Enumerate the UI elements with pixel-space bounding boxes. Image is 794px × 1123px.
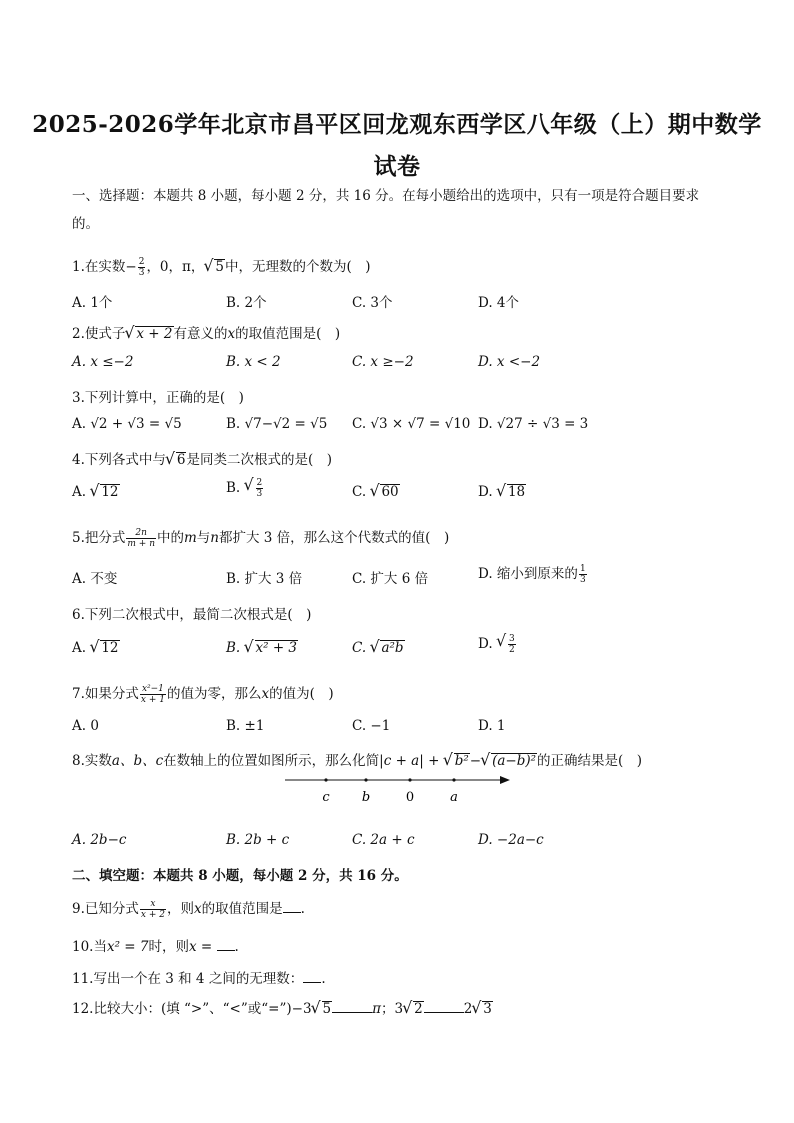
q2-option-c[interactable]: C. x ≥−2 xyxy=(352,354,414,370)
q6-option-a[interactable]: A. √ 12 xyxy=(72,640,120,656)
q1-frac-num: 2 xyxy=(138,257,145,267)
point-c xyxy=(324,778,327,781)
q1-frac-den: 3 xyxy=(138,268,145,278)
label-b: b xyxy=(361,790,371,805)
q5-option-a[interactable]: A. 不变 xyxy=(72,571,118,587)
q7-prefix: 7.如果分式 xyxy=(72,686,139,702)
q10-expr: x² = 7 xyxy=(106,939,149,955)
q8-option-a[interactable]: A. 2b−c xyxy=(72,832,127,848)
q8-radical-2: √ (a−b)² xyxy=(481,753,537,769)
q10-prefix: 10.当 xyxy=(72,939,107,955)
q8-mid: 在数轴上的位置如图所示，那么化简| xyxy=(163,753,384,769)
q4-suffix: 是同类二次根式的是( ) xyxy=(186,452,333,468)
page-title-line1: 2025-2026学年北京市昌平区回龙观东西学区八年级（上）期中数学 xyxy=(32,111,762,138)
question-3: 3.下列计算中，正确的是( ) xyxy=(72,390,244,406)
q12-prefix: 12.比较大小：(填 “>”、“<”或“=”) xyxy=(72,1001,292,1017)
question-6: 6.下列二次根式中，最简二次根式是( ) xyxy=(72,607,312,623)
point-zero xyxy=(408,778,411,781)
label-c: c xyxy=(322,790,330,805)
q12-radical-b: √ 2 xyxy=(403,1001,424,1017)
q2-suffix2: 的取值范围是( ) xyxy=(235,326,341,342)
q1-minus: − xyxy=(125,259,137,275)
q12-sep: ；3 xyxy=(381,1001,404,1017)
q7-option-c[interactable]: C. −1 xyxy=(352,718,391,734)
q8-minus: − xyxy=(469,753,482,769)
q12-pi: π xyxy=(372,1001,382,1017)
q5-mid: 与 xyxy=(196,530,211,546)
q6-option-c[interactable]: C. √ a²b xyxy=(352,640,405,656)
q5-suffix: 中的 xyxy=(156,530,184,546)
q12-radical-c: √ 3 xyxy=(472,1001,493,1017)
q7-suffix: 的值为零，那么 xyxy=(166,686,262,702)
q12-answer-blank-2[interactable] xyxy=(424,1000,464,1013)
question-2 xyxy=(72,322,340,342)
q5-n: n xyxy=(210,530,219,546)
q9-fraction: $\frac{x}{x + 2}$ xyxy=(140,899,165,920)
q8-radical-1: √ b² xyxy=(444,753,470,769)
q9-suffix: ，则 xyxy=(166,901,194,917)
question-4 xyxy=(72,448,332,468)
question-11: 11.写出一个在 3 和 4 之间的无理数： . xyxy=(72,971,326,987)
q12-a: −3 xyxy=(291,1001,312,1017)
q8-mid2: | + xyxy=(419,753,440,769)
point-b xyxy=(364,778,367,781)
q3-option-b[interactable]: B. √7−√2 = √5 xyxy=(226,416,328,432)
q8-option-d[interactable]: D. −2a−c xyxy=(478,832,544,848)
question-12 xyxy=(72,997,493,1017)
q4-option-c[interactable]: C. √ 60 xyxy=(352,484,400,500)
q5-option-c[interactable]: C. 扩大 6 倍 xyxy=(352,571,429,587)
section1-line2: 的。 xyxy=(72,216,99,232)
q10-expr2: x = xyxy=(189,939,213,955)
q2-var: x xyxy=(227,326,236,342)
section1-line1: 一、选择题：本题共 8 小题，每小题 2 分，共 16 分。在每小题给出的选项中，只有一项是符合题目要求 xyxy=(72,188,700,204)
q3-option-c[interactable]: C. √3 × √7 = √10 xyxy=(352,416,471,432)
page-title-line2: 试卷 xyxy=(373,153,421,180)
point-a xyxy=(452,778,455,781)
q8-prefix: 8.实数 xyxy=(72,753,112,769)
q2-prefix: 2.使式子 xyxy=(72,326,126,342)
q10-answer-blank[interactable] xyxy=(217,938,235,951)
q9-var: x xyxy=(193,901,202,917)
q5-option-b[interactable]: B. 扩大 3 倍 xyxy=(226,571,303,587)
question-10: 10.当x² = 7时，则x = . xyxy=(72,939,239,955)
q5-option-d[interactable]: D. 缩小到原来的 $\frac{1}{3}$ xyxy=(478,564,586,585)
q12-radical-a: √ 5 xyxy=(312,1001,333,1017)
label-a: a xyxy=(450,790,458,805)
q9-answer-blank[interactable] xyxy=(283,900,301,913)
q9-prefix: 9.已知分式 xyxy=(72,901,139,917)
section1-heading xyxy=(72,182,722,238)
q7-option-a[interactable]: A. 0 xyxy=(72,718,99,734)
q11-text: 11.写出一个在 3 和 4 之间的无理数： xyxy=(72,971,304,987)
q4-prefix: 4.下列各式中与 xyxy=(72,452,166,468)
q2-suffix: 有意义的 xyxy=(173,326,228,342)
q4-option-a[interactable]: A. √ 12 xyxy=(72,484,120,500)
q1-fraction xyxy=(138,257,146,278)
q5-fraction: $\frac{2n}{m + n}$ xyxy=(127,528,155,549)
q7-option-b[interactable]: B. ±1 xyxy=(226,718,265,734)
q1-option-a[interactable]: A. 1个 xyxy=(72,295,113,311)
question-1 xyxy=(72,255,371,278)
q8-option-c[interactable]: C. 2a + c xyxy=(352,832,415,848)
question-8 xyxy=(72,749,642,769)
question-7 xyxy=(72,682,334,705)
section2-heading: 二、填空题：本题共 8 小题，每小题 2 分，共 16 分。 xyxy=(72,868,408,884)
q7-fraction: $\frac{\text{x²−1}}{x + 1}$ xyxy=(140,684,165,705)
q12-two: 2 xyxy=(463,1001,473,1017)
q4-option-b[interactable]: B. √ $\frac{2}{3}$ xyxy=(226,478,264,499)
q4-option-d[interactable]: D. √ 18 xyxy=(478,484,526,500)
number-line-arrow xyxy=(500,776,510,784)
q4-radical: √ 6 xyxy=(166,452,187,468)
q1-suffix: 中，无理数的个数为( ) xyxy=(225,259,371,275)
q2-option-a[interactable]: A. x ≤−2 xyxy=(72,354,134,370)
q12-answer-blank-1[interactable] xyxy=(332,1000,372,1013)
question-9: 9.已知分式 $\frac{x}{x + 2}$ ，则x的取值范围是 . xyxy=(72,899,305,920)
q11-answer-blank[interactable] xyxy=(303,970,321,983)
q8-suffix: 的正确结果是( ) xyxy=(537,753,643,769)
q3-option-d[interactable]: D. √27 ÷ √3 = 3 xyxy=(478,416,589,432)
q3-option-a[interactable]: A. √2 + √3 = √5 xyxy=(72,416,182,432)
q1-option-d[interactable]: D. 4个 xyxy=(478,295,520,311)
q7-option-d[interactable]: D. 1 xyxy=(478,718,506,734)
q1-radical: √ 5 xyxy=(204,259,225,275)
q5-suffix2: 都扩大 3 倍，那么这个代数式的值( ) xyxy=(219,530,450,546)
q6-option-b[interactable]: B. √ x² + 3 xyxy=(226,640,298,656)
q5-prefix: 5.把分式 xyxy=(72,530,126,546)
q8-vars: a、b、c xyxy=(111,753,164,769)
q2-radical: √ x + 2 xyxy=(125,326,173,342)
q8-option-b[interactable]: B. 2b + c xyxy=(226,832,290,848)
q8-abs: c + a xyxy=(383,753,420,769)
q1-option-c[interactable]: C. 3个 xyxy=(352,295,393,311)
q1-prefix: 1.在实数 xyxy=(72,259,126,275)
q2-option-d[interactable]: D. x <−2 xyxy=(478,354,541,370)
q2-option-b[interactable]: B. x < 2 xyxy=(226,354,281,370)
question-5 xyxy=(72,526,449,549)
q1-mid: ，0，π， xyxy=(146,259,205,275)
label-zero: 0 xyxy=(405,790,415,805)
q7-var: x xyxy=(261,686,270,702)
q6-option-d[interactable]: D. √ $\frac{3}{2}$ xyxy=(478,634,517,655)
q1-option-b[interactable]: B. 2个 xyxy=(226,295,267,311)
q7-suffix2: 的值为( ) xyxy=(269,686,334,702)
number-line xyxy=(280,770,520,810)
q10-suffix: 时，则 xyxy=(148,939,189,955)
q9-suffix2: 的取值范围是 xyxy=(201,901,283,917)
q5-m: m xyxy=(183,530,197,546)
